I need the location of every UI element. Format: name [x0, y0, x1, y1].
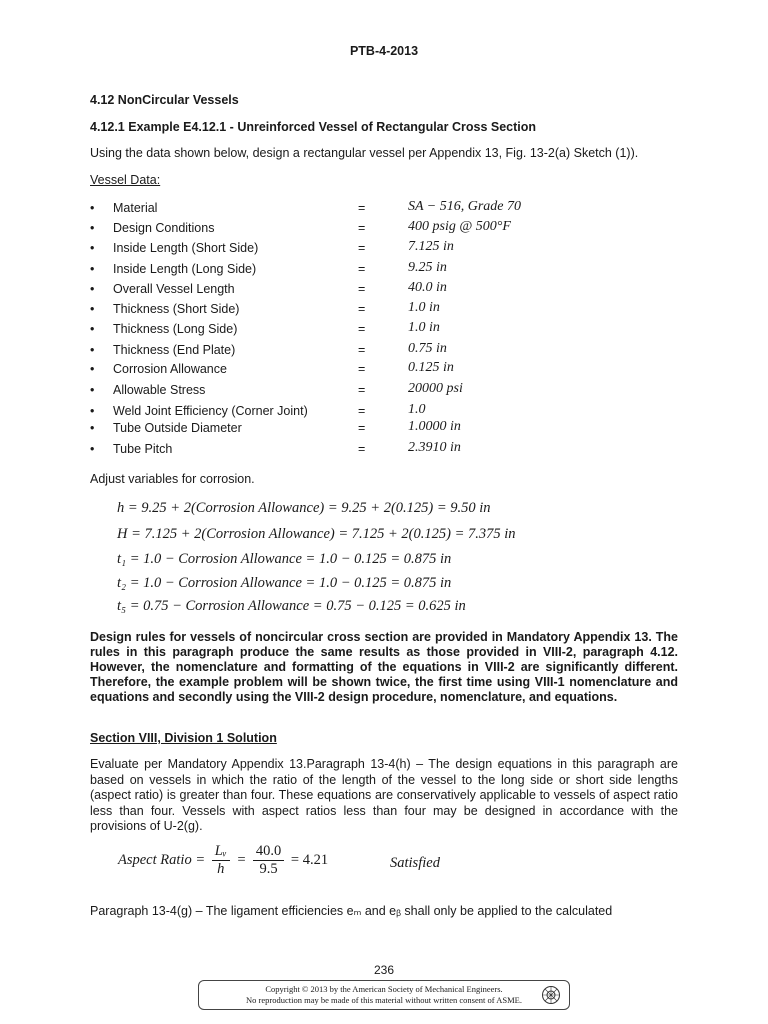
equation-t2: t₂ = 1.0 − Corrosion Allowance = 1.0 − 0.125 = 0.875 in	[117, 575, 452, 591]
equation-t5: t₅ = 0.75 − Corrosion Allowance = 0.75 − 0.125 = 0.625 in	[117, 598, 466, 614]
aspect-lhs: Aspect Ratio =	[118, 851, 206, 868]
list-item: • Tube Outside Diameter = 1.0000 in	[90, 419, 461, 435]
list-item: • Tube Pitch = 2.3910 in	[90, 440, 461, 456]
copyright-footer	[198, 980, 570, 1010]
page-number: 236	[373, 963, 395, 977]
example-title: 4.12.1 Example E4.12.1 - Unreinforced Vessel of Rectangular Cross Section	[90, 120, 537, 134]
list-item: • Material = SA − 516, Grade 70	[90, 199, 522, 215]
list-item: • Allowable Stress = 20000 psi	[90, 381, 463, 397]
intro-text: Using the data shown below, design a rectangular vessel per Appendix 13, Fig. 13-2(a) Sketch (1)).	[90, 146, 639, 160]
list-item: • Weld Joint Efficiency (Corner Joint) = 1.0	[90, 402, 426, 418]
list-item: • Corrosion Allowance = 0.125 in	[90, 360, 454, 376]
equation-h: h = 9.25 + 2(Corrosion Allowance) = 9.25 + 2(0.125) = 9.50 in	[117, 500, 491, 516]
fraction-values: $\frac{40.0}{9.5}$	[253, 843, 284, 878]
page-header: PTB-4-2013	[349, 44, 419, 58]
design-rules-paragraph: Design rules for vessels of noncircular cross section are provided in Mandatory Appendix 13. The rules in this paragraph produce the same results as those provided in VIII-2, paragraph 4.12. However, the nomenclature and formatting of the equations in VIII-2 are significantly different. Therefore, the example problem will be shown twice, the first time using VIII-1 nomenclature and equations and secondly using the VIII-2 design procedure, nomenclature, and equations.	[90, 630, 678, 704]
list-item: • Thickness (Long Side) = 1.0 in	[90, 320, 440, 336]
footer-line-2: No reproduction may be made of this material without written consent of ASME.	[246, 995, 522, 1005]
equation-H: H = 7.125 + 2(Corrosion Allowance) = 7.125 + 2(0.125) = 7.375 in	[117, 526, 516, 542]
paragraph-13-4h: Evaluate per Mandatory Appendix 13.Paragraph 13-4(h) – The design equations in this paragraph are based on vessels in which the ratio of the length of the vessel to the long side or short side lengths (aspect ratio) is greater than four. These equations are conservatively applicable to vessels of aspect ratio less than four. Vessels with aspect ratios less than four may be designed in accordance with the provisions of U-2(g).	[90, 757, 678, 833]
aspect-result: = 4.21	[290, 851, 329, 868]
list-item: • Thickness (Short Side) = 1.0 in	[90, 300, 440, 316]
list-item: • Thickness (End Plate) = 0.75 in	[90, 341, 447, 357]
adjust-text: Adjust variables for corrosion.	[90, 472, 255, 486]
aspect-ratio-equation: Aspect Ratio = $\frac{\text{Lᵥ}}{h}$ = $\frac{40.0}{9.5}$ = 4.21	[118, 843, 329, 877]
section-title: 4.12 NonCircular Vessels	[90, 93, 239, 107]
list-item: • Overall Vessel Length = 40.0 in	[90, 280, 447, 296]
aspect-status: Satisfied	[390, 855, 440, 871]
list-item: • Design Conditions = 400 psig @ 500°F	[90, 219, 511, 235]
equation-t1: t₁ = 1.0 − Corrosion Allowance = 1.0 − 0.125 = 0.875 in	[117, 551, 452, 567]
paragraph-13-4g: Paragraph 13-4(g) – The ligament efficiencies eₘ and eᵦ shall only be applied to the calculated	[90, 904, 613, 918]
list-item: • Inside Length (Long Side) = 9.25 in	[90, 260, 447, 276]
list-item: • Inside Length (Short Side) = 7.125 in	[90, 239, 454, 255]
asme-logo-icon	[541, 985, 561, 1005]
footer-line-1: Copyright © 2013 by the American Society of Mechanical Engineers.	[265, 984, 503, 994]
solution-heading: Section VIII, Division 1 Solution	[90, 731, 277, 745]
vessel-data-heading: Vessel Data:	[90, 173, 161, 187]
fraction-lv-h: $\frac{\text{Lᵥ}}{h}$	[212, 843, 230, 878]
